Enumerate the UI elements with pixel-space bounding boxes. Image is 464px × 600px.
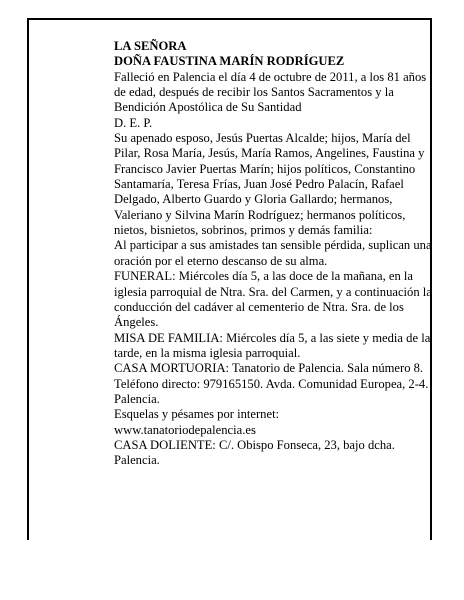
request-text: Al participar a sus amistades tan sensible pérdida, suplican una oración por el eterno descanso de su alma. xyxy=(114,238,432,268)
dep-text: D. E. P. xyxy=(114,115,153,130)
family-mass-text: MISA DE FAMILIA: Miércoles día 5, a las siete y media de la tarde, en la misma iglesia parroquial. xyxy=(114,330,431,360)
mortuary-text: CASA MORTUORIA: Tanatorio de Palencia. Sala número 8. Teléfono directo: 979165150. Avda. Comunidad Europea, 2-4. Palencia. xyxy=(114,361,429,406)
internet-url: www.tanatoriodepalencia.es xyxy=(114,422,256,437)
obituary-notice xyxy=(114,39,434,469)
mourning-house-text: CASA DOLIENTE: C/. Obispo Fonseca, 23, bajo dcha. Palencia. xyxy=(114,437,395,468)
family-text: Su apenado esposo, Jesús Puertas Alcalde; hijos, María del Pilar, Rosa María, Jesús, María Ramos, Angelines, Faustina y Francisco Javier Puertas Marín; hijos políticos, Constantino Santamaría, Teresa Frías, Juan José Pedro Palacín, Rafael Delgado, Alberto Guardo y Gloria Gallardo; hermanos, Valeriano y Silvina Marín Rodríguez; hermanos políticos, nietos, bisnietos, sobrinos, primos y demás familia: xyxy=(114,131,425,238)
funeral-text: FUNERAL: Miércoles día 5, a las doce de la mañana, en la iglesia parroquial de Ntra. Sra. del Carmen, y a continuación la conducción del cadáver al cementerio de Ntra. Sra. de los Ángeles. xyxy=(114,269,432,330)
deceased-name: DOÑA FAUSTINA MARÍN RODRÍGUEZ xyxy=(114,54,345,69)
death-notice-text: Falleció en Palencia el día 4 de octubre de 2011, a los 81 años de edad, después de recibir los Santos Sacramentos y la Bendición Apostólica de Su Santidad xyxy=(114,69,427,115)
internet-label: Esquelas y pésames por internet: xyxy=(114,407,280,422)
notice-heading: LA SEÑORA xyxy=(114,39,187,53)
